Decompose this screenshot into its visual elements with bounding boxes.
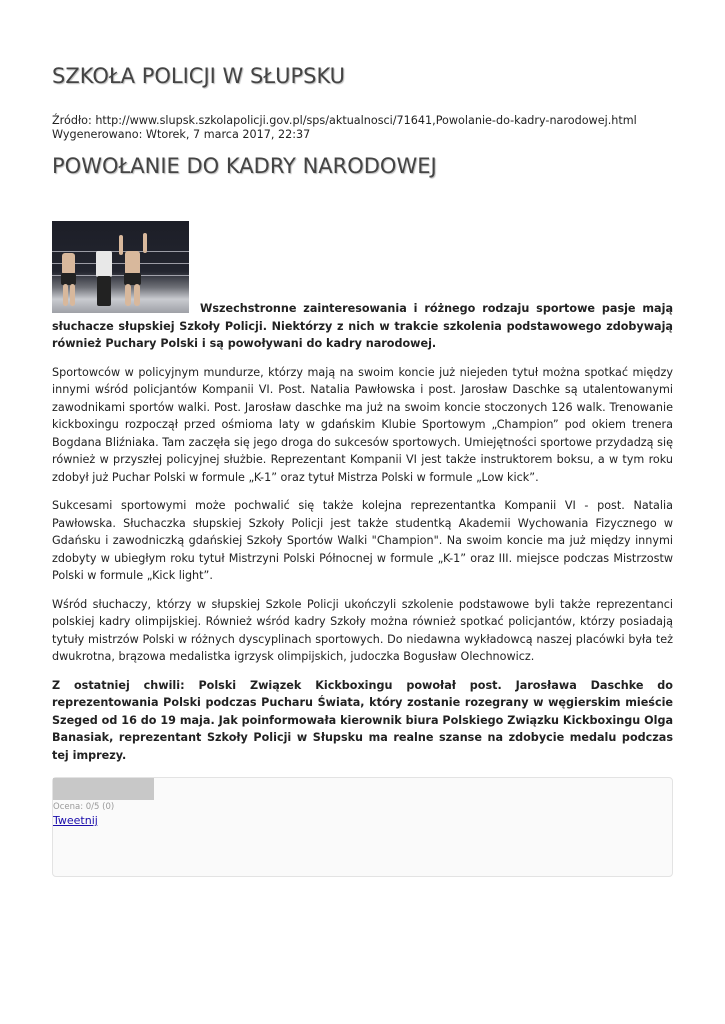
article-paragraph: Wśród słuchaczy, którzy w słupskiej Szkole Policji ukończyli szkolenie podstawowe byli także reprezentanci polskiej kadry olimpijskiej. Również wśród kadry Szkoły można również spotkać policjantów, którzy posiadają tytuły mistrzów Polski w różnych dyscyplinach sportowych. Do niedawna wykładowcą naszej placówki była też dwukrotna, brązowa medalistka igrzysk olimpijskich, judoczka Bogusław Olechnowicz. (52, 597, 673, 663)
rating-stars-bar[interactable] (53, 778, 154, 800)
rating-text: Ocena: 0/5 (0) (53, 802, 115, 812)
source-url: Źródło: http://www.slupsk.szkolapolicji.gov.pl/sps/aktualnosci/71641,Powolanie-do-kadry-narodowej.html (52, 114, 637, 127)
article-title: POWOŁANIE DO KADRY NARODOWEJ (52, 154, 437, 178)
tweet-link[interactable]: Tweetnij (53, 814, 98, 827)
generated-date: Wygenerowano: Wtorek, 7 marca 2017, 22:37 (52, 128, 311, 141)
article-meta (52, 114, 637, 142)
site-title: SZKOŁA POLICJI W SŁUPSKU (52, 64, 346, 88)
article-body (52, 300, 673, 804)
rating-box (52, 777, 673, 877)
article-paragraph: Sukcesami sportowymi może pochwalić się także kolejna reprezentantka Kompanii VI - post. Natalia Pawłowska. Słuchaczka słupskiej Szkoły Policji jest także studentką Akademii Wychowania Fizycznego w Gdańsku i zawodniczką gdańskiej Szkoły Sportów Walki "Champion". Na swoim koncie ma już między innymi zdobyty w ubiegłym roku tytuł Mistrzyni Polski Północnej w formule „K-1” oraz III. miejsce podczas Mistrzostw Polski w formule „Kick light”. (52, 499, 673, 582)
article-final-note: Z ostatniej chwili: Polski Związek Kickboxingu powołał post. Jarosława Daschke do reprezentowania Polski podczas Pucharu Świata, który zostanie rozegrany w węgierskim mieście Szeged od 16 do 19 maja. Jak poinformowała kierownik biura Polskiego Związku Kickboxingu Olga Banasiak, reprezentant Szkoły Policji w Słupsku ma realne szanse na zdobycie medalu podczas tej imprezy. (52, 678, 673, 762)
article-lead: Wszechstronne zainteresowania i różnego rodzaju sportowe pasje mają słuchacze słupskiej Szkoły Policji. Niektórzy z nich w trakcie szkolenia podstawowego zdobywają również Puchary Polski i są powoływani do kadry narodowej. (52, 302, 673, 350)
article-paragraph: Sportowców w policyjnym mundurze, którzy mają na swoim koncie już niejeden tytuł można spotkać między innymi wśród policjantów Kompanii VI. Post. Natalia Pawłowska i post. Jarosław Daschke są utalentowanymi zawodnikami sportów walki. Post. Jarosław daschke ma już na swoim koncie stoczonych 126 walk. Trenowanie kickboxingu rozpoczął przed ośmioma laty w gdańskim Klubie Sportowym „Champion” pod okiem trenera Bogdana Bliźniaka. Tam zaczęła się jego droga do sukcesów sportowych. Umiejętności sportowe przydadzą się również w przyszłej policyjnej służbie. Reprezentant Kompanii VI jest także instruktorem boksu, a w tym roku zdobył już Puchar Polski w formule „K-1” oraz tytuł Mistrza Polski w formule „Low kick”. (52, 365, 673, 484)
